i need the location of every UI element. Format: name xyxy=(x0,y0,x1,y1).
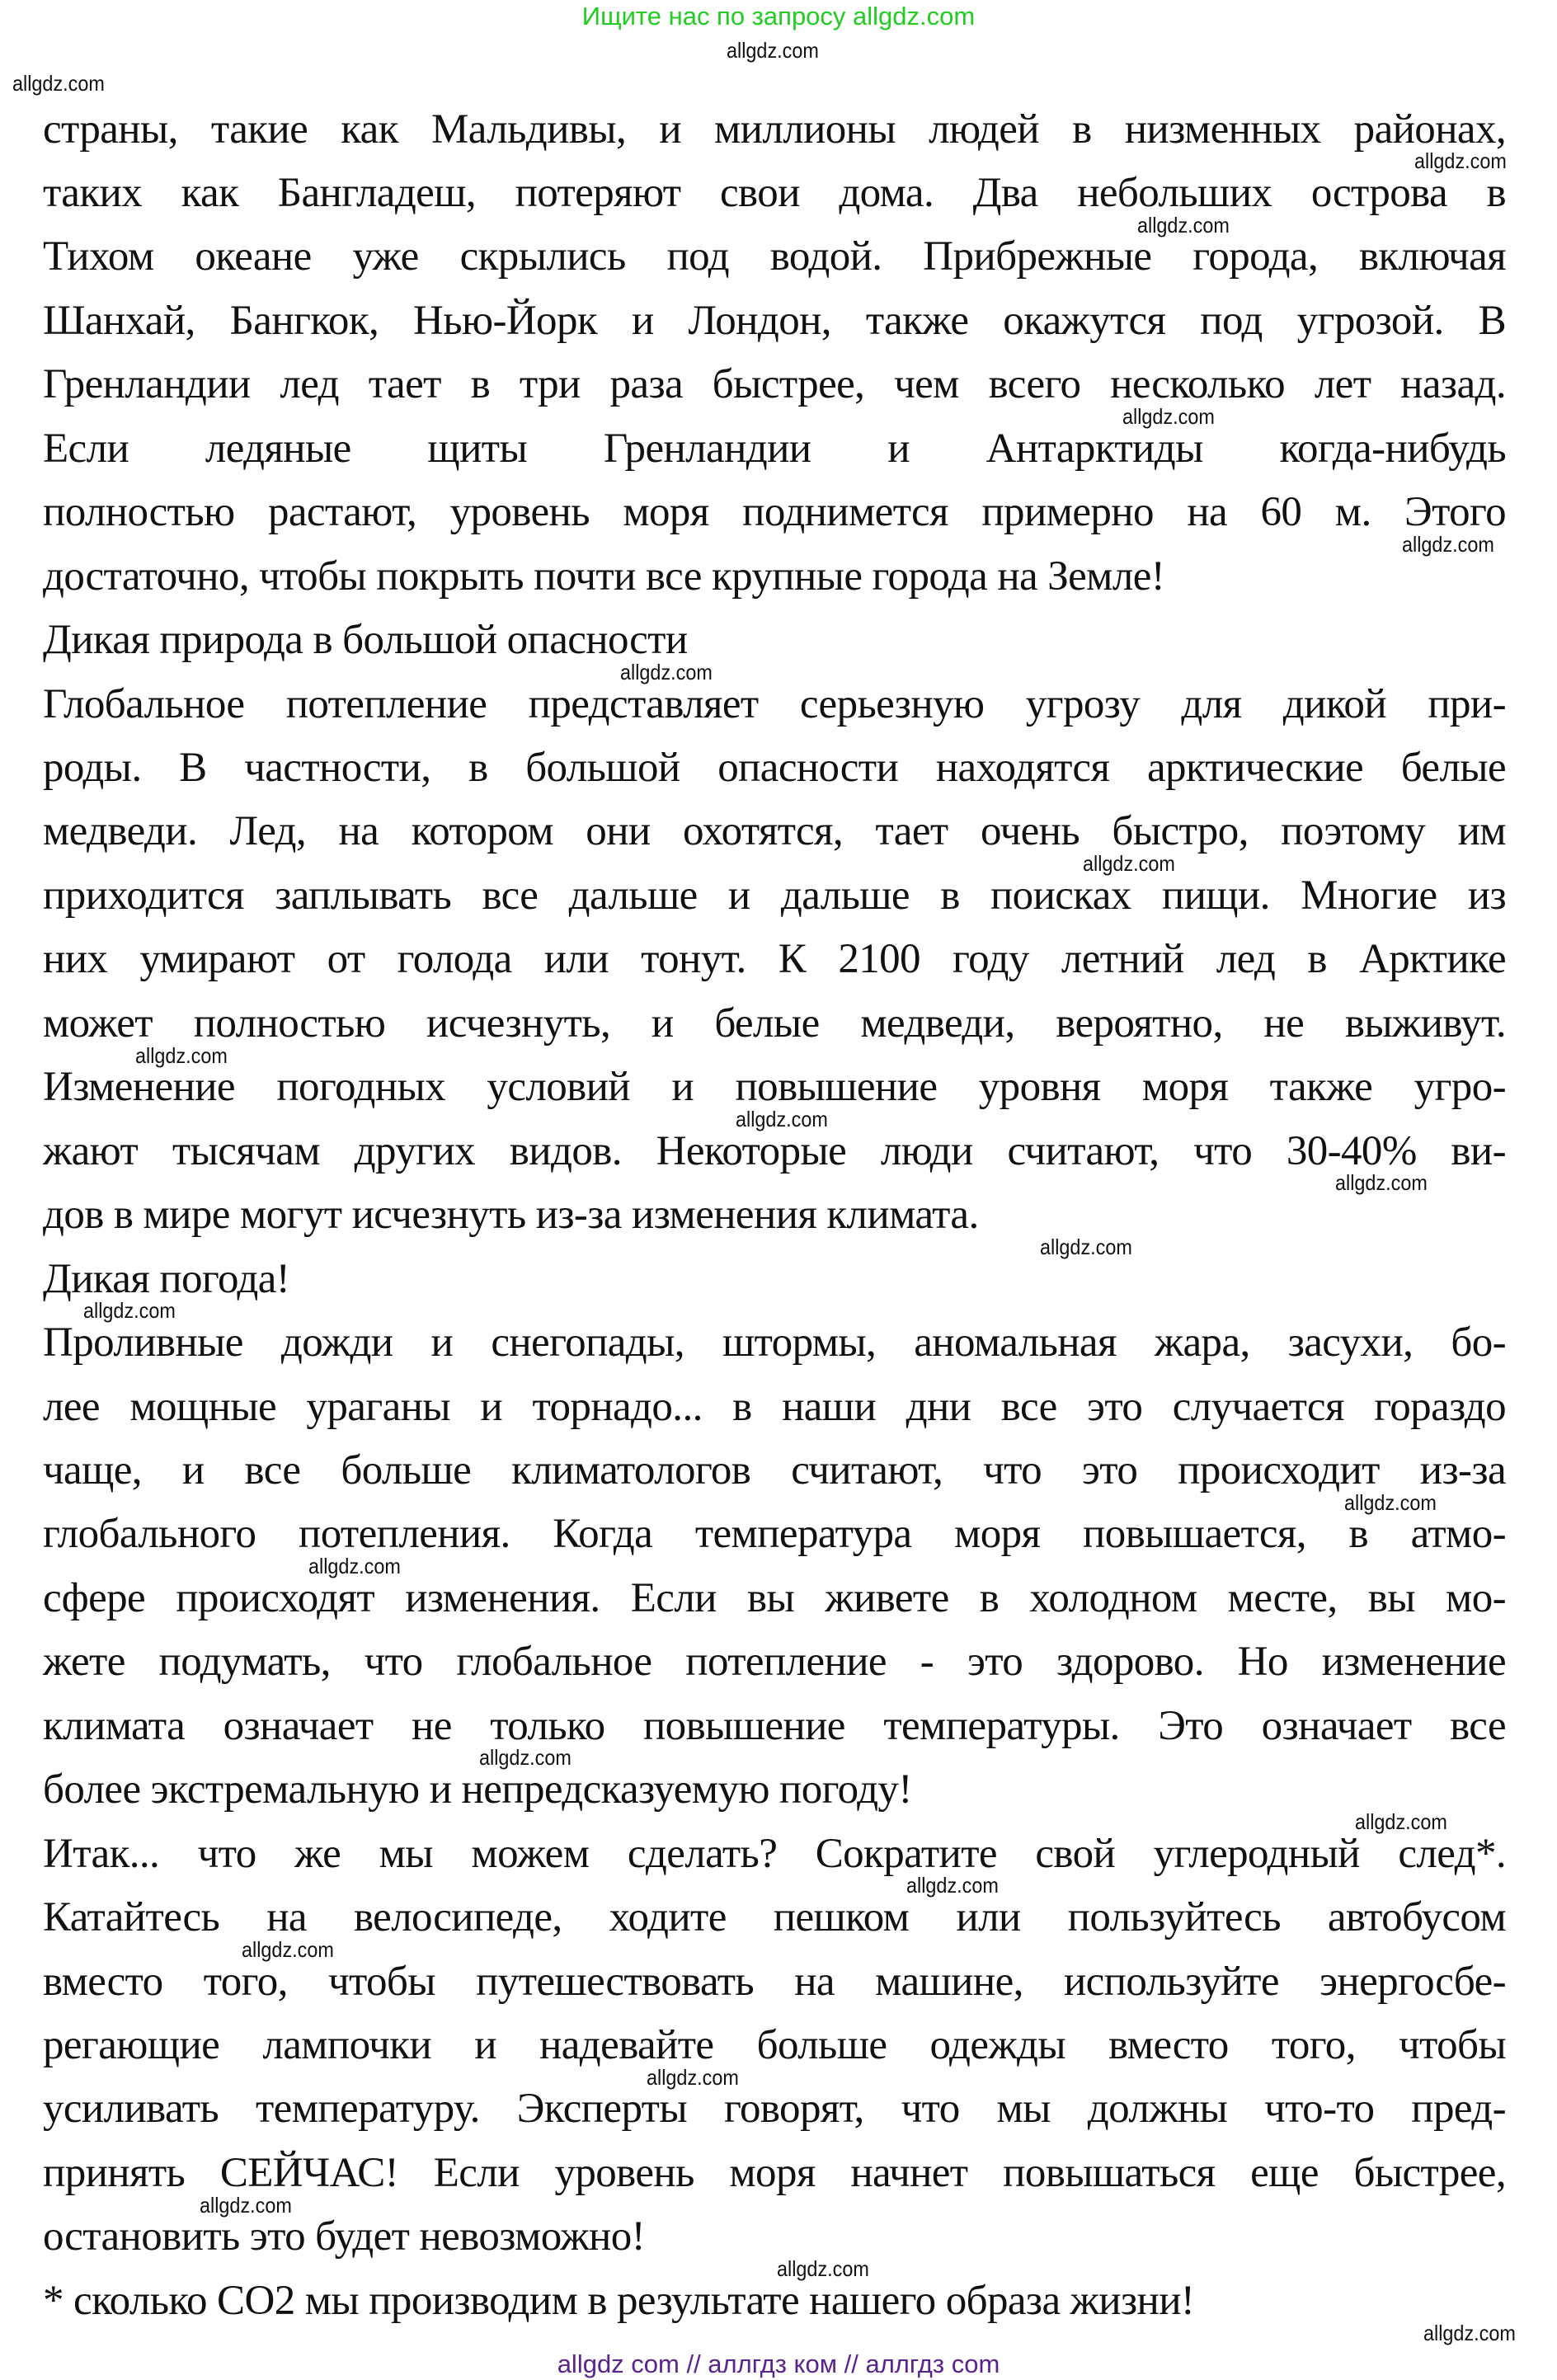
watermark: allgdz.com xyxy=(242,1936,334,1962)
watermark: allgdz.com xyxy=(906,1873,999,1898)
bottom-banner: allgdz com // аллгдз ком // аллгдз com xyxy=(557,2349,1000,2378)
watermark: allgdz.com xyxy=(1414,148,1507,174)
watermark: allgdz.com xyxy=(1137,212,1230,238)
text-line: Шанхай, Бангкок, Нью-Йорк и Лондон, также окажутся под угрозой. В xyxy=(43,297,1506,344)
text-line: страны, такие как Мальдивы, и миллионы людей в низменных районах, xyxy=(43,106,1506,153)
watermark: allgdz.com xyxy=(12,71,105,96)
text-line: роды. В частности, в большой опасности находятся арктические белые xyxy=(43,745,1506,791)
text-line: Гренландии лед тает в три раза быстрее, чем всего несколько лет назад. xyxy=(43,361,1506,408)
text-line: более экстремальную и непредсказуемую погоду! xyxy=(43,1766,912,1813)
text-line: может полностью исчезнуть, и белые медведи, вероятно, не выживут. xyxy=(43,1000,1506,1047)
watermark: allgdz.com xyxy=(135,1042,228,1068)
text-line: Проливные дожди и снегопады, штормы, аномальная жара, засухи, бо- xyxy=(43,1319,1506,1366)
text-line: вместо того, чтобы путешествовать на машине, используйте энергосбе- xyxy=(43,1958,1506,2005)
watermark: allgdz.com xyxy=(1402,531,1494,557)
text-line: Глобальное потепление представляет серьезную угрозу для дикой при- xyxy=(43,680,1506,727)
text-line: климата означает не только повышение температуры. Это означает все xyxy=(43,1702,1506,1749)
text-line: усиливать температуру. Эксперты говорят, что мы должны что-то пред- xyxy=(43,2086,1506,2133)
watermark: allgdz.com xyxy=(777,2256,869,2282)
text-line: них умирают от голода или тонут. К 2100 году летний лед в Арктике xyxy=(43,936,1506,983)
watermark: allgdz.com xyxy=(308,1554,401,1579)
text-line: приходится заплывать все дальше и дальше в поисках пищи. Многие из xyxy=(43,872,1506,919)
text-line: медведи. Лед, на котором они охотятся, тает очень быстро, поэтому им xyxy=(43,808,1506,855)
text-line: жете подумать, что глобальное потепление - это здорово. Но изменение xyxy=(43,1639,1506,1686)
watermark: allgdz.com xyxy=(1344,1489,1437,1515)
text-line: Если ледяные щиты Гренландии и Антарктиды когда-нибудь xyxy=(43,425,1506,472)
watermark: allgdz.com xyxy=(1355,1809,1447,1834)
text-line: Тихом океане уже скрылись под водой. Прибрежные города, включая xyxy=(43,233,1506,280)
watermark: allgdz.com xyxy=(1335,1170,1428,1196)
watermark: allgdz.com xyxy=(83,1298,176,1324)
watermark: allgdz.com xyxy=(1040,1234,1132,1259)
watermark: allgdz.com xyxy=(1423,2320,1516,2345)
watermark: allgdz.com xyxy=(200,2192,292,2218)
watermark: allgdz.com xyxy=(1083,851,1175,877)
text-line: Дикая природа в большой опасности xyxy=(43,617,688,664)
watermark: allgdz.com xyxy=(727,38,819,63)
watermark: allgdz.com xyxy=(736,1106,828,1131)
text-line: достаточно, чтобы покрыть почти все крупные города на Земле! xyxy=(43,553,1165,600)
text-line: * сколько CO2 мы производим в результате нашего образа жизни! xyxy=(43,2277,1195,2324)
watermark: allgdz.com xyxy=(1122,404,1215,429)
text-line: сфере происходят изменения. Если вы живете в холодном месте, вы мо- xyxy=(43,1574,1506,1621)
text-line: глобального потепления. Когда температура моря повышается, в атмо- xyxy=(43,1511,1506,1558)
watermark: allgdz.com xyxy=(479,1745,572,1771)
text-line: дов в мире могут исчезнуть из-за изменения климата. xyxy=(43,1192,979,1239)
text-line: жают тысячам других видов. Некоторые люди считают, что 30-40% ви- xyxy=(43,1127,1506,1174)
watermark: allgdz.com xyxy=(647,2064,739,2090)
text-line: Катайтесь на велосипеде, ходите пешком или пользуйтесь автобусом xyxy=(43,1894,1506,1941)
text-line: принять СЕЙЧАС! Если уровень моря начнет повышаться еще быстрее, xyxy=(43,2149,1506,2196)
top-banner: Ищите нас по запросу allgdz.com xyxy=(581,2,976,31)
watermark: allgdz.com xyxy=(620,659,713,684)
text-line: остановить это будет невозможно! xyxy=(43,2213,645,2260)
text-line: регающие лампочки и надевайте больше одежды вместо того, чтобы xyxy=(43,2022,1506,2068)
text-line: лее мощные ураганы и торнадо... в наши дни все это случается гораздо xyxy=(43,1383,1506,1430)
text-line: Итак... что же мы можем сделать? Сократите свой углеродный след*. xyxy=(43,1830,1506,1877)
text-line: таких как Бангладеш, потеряют свои дома. Два небольших острова в xyxy=(43,169,1506,216)
text-line: Изменение погодных условий и повышение уровня моря также угро- xyxy=(43,1064,1506,1111)
text-line: полностью растают, уровень моря поднимется примерно на 60 м. Этого xyxy=(43,489,1506,536)
text-line: Дикая погода! xyxy=(43,1255,290,1302)
text-line: чаще, и все больше климатологов считают, что это происходит из-за xyxy=(43,1446,1506,1493)
